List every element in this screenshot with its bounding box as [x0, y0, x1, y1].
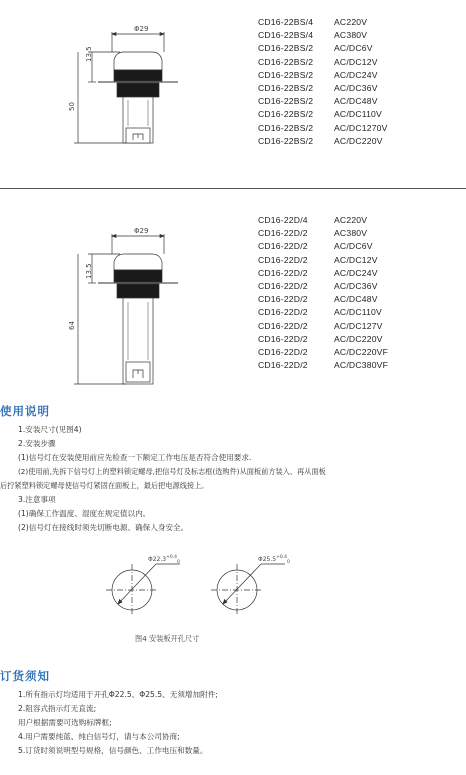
model-code: CD16-22BS/4 [258, 30, 314, 41]
model-code: CD16-22D/2 [258, 360, 308, 371]
usage-line-8: (2)信号灯在接线时须先切断电源、确保人身安全。 [18, 523, 189, 532]
model-code: CD16-22D/2 [258, 241, 308, 252]
ordering-line-3: 用户根据需要可选购标牌框; [18, 718, 112, 727]
usage-line-2: 2.安装步骤 [18, 439, 56, 448]
section-divider [0, 188, 466, 189]
model-code: CD16-22BS/2 [258, 69, 314, 80]
model-code: CD16-22D/2 [258, 280, 308, 291]
product1-model-row [258, 16, 388, 29]
model-voltage: AC/DC220V [334, 135, 383, 146]
model-voltage: AC/DC48V [334, 96, 378, 107]
model-voltage: AC/DC48V [334, 294, 378, 305]
model-voltage: AC/DC127V [334, 320, 383, 331]
model-code: CD16-22BS/2 [258, 135, 314, 146]
p2-height-label: 13.5 [85, 263, 93, 279]
model-voltage: AC/DC220V [334, 333, 383, 344]
model-voltage: AC/DC6V [334, 43, 373, 54]
model-voltage: AC/DC12V [334, 254, 378, 265]
product1-model-row [258, 69, 388, 82]
model-voltage: AC/DC24V [334, 69, 378, 80]
hole-2-tolerance: +0.4 [276, 555, 288, 560]
model-voltage: AC/DC36V [334, 82, 378, 93]
product2-model-row [258, 306, 388, 319]
hole-1-tolerance-low: 0 [177, 560, 180, 566]
model-code: CD16-22BS/2 [258, 96, 314, 107]
model-voltage: AC380V [334, 30, 368, 41]
model-code: CD16-22D/4 [258, 215, 308, 225]
model-code: CD16-22BS/2 [258, 43, 314, 54]
ordering-line-5: 5.订货时须说明型号规格，信号颜色、工作电压和数量。 [18, 746, 208, 755]
ordering-line-2: 2.阻容式指示灯无直流; [18, 704, 97, 713]
model-code: CD16-22BS/2 [258, 82, 314, 93]
usage-line-5: 后拧紧塑料锁定螺母使信号灯紧固在面板上，最后把电源线接上。 [0, 481, 209, 490]
product2-model-row [258, 333, 388, 346]
model-voltage: AC/DC24V [334, 267, 378, 278]
product1-model-list [258, 16, 388, 148]
model-code: CD16-22D/2 [258, 320, 308, 331]
model-code: CD16-22D/2 [258, 294, 308, 305]
model-code: CD16-22D/2 [258, 333, 308, 344]
product2-model-row [258, 240, 388, 253]
product1-model-row [258, 56, 388, 69]
model-code: CD16-22D/2 [258, 307, 308, 318]
product1-model-row [258, 82, 388, 95]
ordering-title: 订货须知 [0, 669, 50, 683]
usage-line-7: (1)确保工作温度、湿度在规定值以内。 [18, 509, 151, 518]
product2-model-list [258, 214, 388, 372]
product2-model-row [258, 293, 388, 306]
model-code: CD16-22BS/4 [258, 17, 314, 27]
model-voltage: AC/DC110V [334, 307, 382, 318]
product2-model-row [258, 214, 388, 227]
model-code: CD16-22BS/2 [258, 122, 314, 133]
product2-drawing [70, 224, 200, 389]
hole-1-diameter: Φ22.3 [148, 556, 167, 563]
hole-2-diameter: Φ25.5 [258, 556, 277, 563]
usage-line-1: 1.安装尺寸(见图4) [18, 425, 82, 434]
p1-total-label: 50 [68, 102, 76, 111]
product1-model-row [258, 135, 388, 148]
model-voltage: AC220V [334, 17, 368, 27]
ordering-line-4: 4.用户需要纯蓝、纯白信号灯，请与本公司协商; [18, 732, 180, 741]
model-voltage: AC/DC110V [334, 109, 382, 120]
model-code: CD16-22BS/2 [258, 56, 314, 67]
ordering-line-1: 1.所有指示灯均适用于开孔Φ22.5、Φ25.5、无须增加附件; [18, 690, 218, 699]
p1-diameter-label: Φ29 [134, 25, 149, 33]
hole-1-tolerance: +0.4 [166, 555, 178, 560]
usage-line-6: 3.注意事项 [18, 495, 56, 504]
hole-2-tolerance-low: 0 [287, 560, 290, 566]
product2-model-row [258, 227, 388, 240]
model-voltage: AC/DC6V [334, 241, 373, 252]
model-code: CD16-22D/2 [258, 228, 308, 239]
product2-model-row [258, 280, 388, 293]
product1-model-row [258, 122, 388, 135]
model-voltage: AC380V [334, 228, 368, 239]
product2-model-row [258, 346, 388, 359]
product2-model-row [258, 320, 388, 333]
p2-diameter-label: Φ29 [134, 227, 149, 235]
p2-total-label: 64 [68, 321, 76, 330]
figure-caption: 图4 安装板开孔尺寸 [135, 634, 200, 643]
model-code: CD16-22BS/2 [258, 109, 314, 120]
product1-model-row [258, 95, 388, 108]
model-code: CD16-22D/2 [258, 254, 308, 265]
product2-model-row [258, 359, 388, 372]
hole-2-label [258, 555, 290, 565]
model-voltage: AC220V [334, 215, 368, 225]
model-voltage: AC/DC12V [334, 56, 378, 67]
model-voltage: AC/DC380VF [334, 360, 389, 371]
product1-model-row [258, 42, 388, 55]
model-code: CD16-22D/2 [258, 346, 308, 357]
product2-model-row [258, 254, 388, 267]
model-voltage: AC/DC36V [334, 280, 378, 291]
usage-line-3: (1)信号灯在安装使用前应先检查一下额定工作电压是否符合使用要求. [18, 453, 252, 462]
p1-height-label: 13.5 [85, 46, 93, 62]
product2-model-row [258, 267, 388, 280]
product1-drawing [70, 20, 200, 170]
product1-model-row [258, 29, 388, 42]
model-voltage: AC/DC220VF [334, 346, 389, 357]
usage-title: 使用说明 [0, 404, 50, 418]
product1-model-row [258, 108, 388, 121]
model-code: CD16-22D/2 [258, 267, 308, 278]
hole-1-label [148, 555, 180, 565]
usage-line-4: (2)使用前,先拆下信号灯上的塑料锁定螺母,把信号灯及标志框(选购件)从面板前方装入、再从面板 [18, 467, 326, 476]
model-voltage: AC/DC1270V [334, 122, 388, 133]
